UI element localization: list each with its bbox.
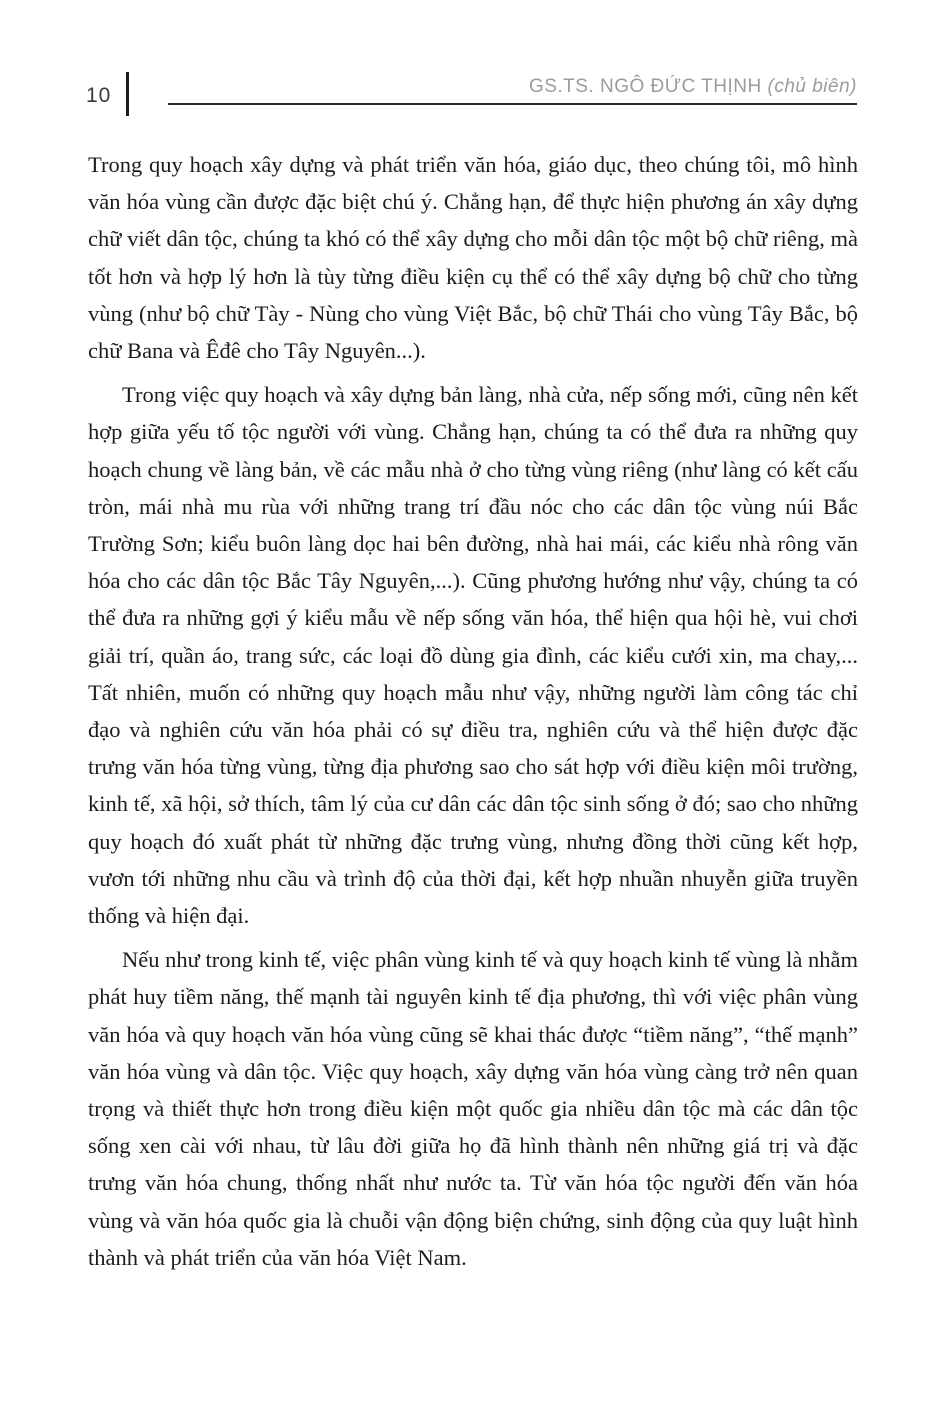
header-author: GS.TS. NGÔ ĐỨC THỊNH [528, 76, 768, 97]
header-right [168, 76, 857, 105]
paragraph-2: Trong việc quy hoạch và xây dựng bản làng, nhà cửa, nếp sống mới, cũng nên kết hợp giữa yếu tố tộc người với vùng. Chẳng hạn, chúng ta có thể đưa ra những quy hoạch chung về làng bản, về các mẫu nhà ở cho từng vùng riêng (như làng có kết cấu tròn, mái nhà mu rùa với những trang trí đầu nóc cho các dân tộc vùng núi Bắc Trường Sơn; kiểu buôn làng dọc hai bên đường, nhà hai mái, các kiểu nhà rông văn hóa cho các dân tộc Bắc Tây Nguyên,...). Cũng phương hướng như vậy, chúng ta có thể đưa ra những gợi ý kiểu mẫu về nếp sống văn hóa, thể hiện qua hội hè, vui chơi giải trí, quần áo, trang sức, các loại đồ dùng gia đình, các kiểu cưới xin, ma chay,... Tất nhiên, muốn có những quy hoạch mẫu như vậy, những người làm công tác chỉ đạo và nghiên cứu văn hóa phải có sự điều tra, nghiên cứu và thể hiện được đặc trưng văn hóa từng vùng, từng địa phương sao cho sát hợp với điều kiện môi trường, kinh tế, xã hội, sở thích, tâm lý của cư dân các dân tộc sinh sống ở đó; sao cho những quy hoạch đó xuất phát từ những đặc trưng vùng, nhưng đồng thời cũng kết hợp, vươn tới những nhu cầu và trình độ của thời đại, kết hợp nhuần nhuyễn giữa truyền thống và hiện đại. [88, 382, 858, 929]
running-header [0, 0, 945, 120]
paragraph-1: Trong quy hoạch xây dựng và phát triển văn hóa, giáo dục, theo chúng tôi, mô hình văn hóa vùng cần được đặc biệt chú ý. Chẳng hạn, để thực hiện phương án xây dựng chữ viết dân tộc, chúng ta khó có thể xây dựng cho mỗi dân tộc một bộ chữ riêng, mà tốt hơn và hợp lý hơn là tùy từng điều kiện cụ thể có thể xây dựng bộ chữ cho từng vùng (như bộ chữ Tày - Nùng cho vùng Việt Bắc, bộ chữ Thái cho vùng Tây Bắc, bộ chữ Bana và Êđê cho Tây Nguyên...). [88, 152, 858, 364]
header-role: (chủ biên) [767, 76, 857, 97]
header-divider-bar [126, 72, 129, 116]
header-rule [168, 103, 857, 105]
paragraph-3: Nếu như trong kinh tế, việc phân vùng kinh tế và quy hoạch kinh tế vùng là nhằm phát huy tiềm năng, thế mạnh tài nguyên kinh tế địa phương, thì với việc phân vùng văn hóa và quy hoạch văn hóa vùng cũng sẽ khai thác được “tiềm năng”, “thế mạnh” văn hóa vùng và dân tộc. Việc quy hoạch, xây dựng văn hóa vùng càng trở nên quan trọng và thiết thực hơn trong điều kiện một quốc gia nhiều dân tộc mà các dân tộc sống xen cài với nhau, từ lâu đời giữa họ đã hình thành nên những giá trị và đặc trưng văn hóa chung, thống nhất như nước ta. Từ văn hóa tộc người đến văn hóa vùng và văn hóa quốc gia là chuỗi vận động biện chứng, sinh động của quy luật hình thành và phát triển của văn hóa Việt Nam. [88, 947, 858, 1270]
header-text [529, 76, 857, 97]
page-number: 10 [86, 84, 112, 107]
page-body [88, 146, 858, 1276]
